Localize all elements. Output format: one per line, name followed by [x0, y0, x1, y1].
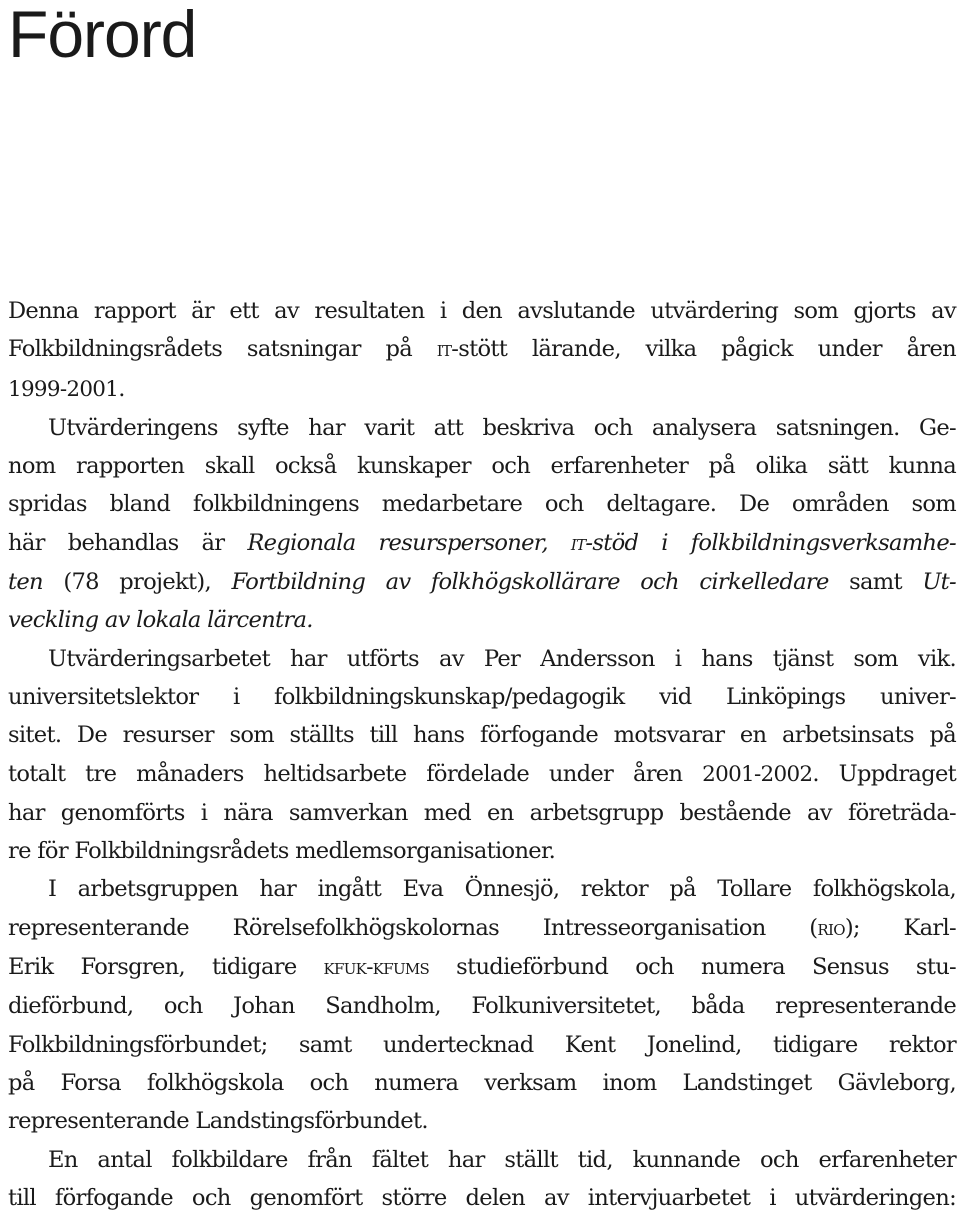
text-line: här behandlas är Regionala resurspersoner, it-stöd i folkbildningsverksamhe- — [8, 529, 956, 556]
paragraph-4 — [8, 870, 956, 1140]
text-line: Utvärderingsarbetet har utförts av Per Andersson i hans tjänst som vik. — [48, 645, 956, 672]
text-line: nom rapporten skall också kunskaper och erfarenheter på olika sätt kunna — [8, 453, 956, 480]
text-line: En antal folkbildare från fältet har ställt tid, kunnande och erfarenheter — [48, 1146, 956, 1173]
text-line: universitetslektor i folkbildningskunskap/pedagogik vid Linköpings univer- — [8, 683, 956, 710]
text-line: ten (78 projekt), Fortbildning av folkhögskollärare och cirkelledare samt Ut- — [8, 569, 956, 596]
page-title: Förord — [8, 0, 197, 71]
text-line: Folkbildningsförbundet; samt undertecknad Kent Jonelind, tidigare rektor — [8, 1031, 956, 1058]
paragraph-2 — [8, 409, 956, 640]
text-line: I arbetsgruppen har ingått Eva Önnesjö, rektor på Tollare folkhögskola, — [48, 876, 956, 903]
text-line: Utvärderingens syfte har varit att beskriva och analysera satsningen. Ge- — [48, 414, 956, 441]
text-line: representerande Landstingsförbundet. — [8, 1108, 428, 1135]
paragraph-3 — [8, 640, 956, 871]
text-line: re för Folkbildningsrådets medlemsorganisationer. — [8, 838, 556, 865]
text-line: Denna rapport är ett av resultaten i den avslutande utvärdering som gjorts av — [8, 298, 956, 324]
text-line: har genomförts i nära samverkan med en arbetsgrupp bestående av företräda- — [8, 799, 956, 826]
text-line: Folkbildningsrådets satsningar på it-stött lärande, vilka pågick under åren — [8, 336, 956, 363]
body-text — [8, 292, 956, 1217]
text-line: 1999-2001. — [8, 375, 125, 402]
text-line: på Forsa folkhögskola och numera verksam inom Landstinget Gävleborg, — [8, 1069, 956, 1096]
text-line: sitet. De resurser som ställts till hans förfogande motsvarar en arbetsinsats på — [8, 722, 956, 749]
text-line: representerande Rörelsefolkhögskolornas Intresseorganisation (rio); Karl- — [8, 914, 956, 941]
text-line: till förfogande och genomfört större delen av intervjuarbetet i utvärderingen: — [8, 1184, 956, 1211]
text-line: totalt tre månaders heltidsarbete fördelade under åren 2001-2002. Uppdraget — [8, 760, 956, 787]
text-line: veckling av lokala lärcentra. — [8, 607, 313, 634]
text-line: dieförbund, och Johan Sandholm, Folkuniversitetet, båda representerande — [8, 993, 956, 1020]
text-line: spridas bland folkbildningens medarbetare och deltagare. De områden som — [8, 491, 956, 518]
paragraph-1 — [8, 292, 956, 409]
text-line: Erik Forsgren, tidigare kfuk-kfums studieförbund och numera Sensus stu- — [8, 954, 956, 981]
